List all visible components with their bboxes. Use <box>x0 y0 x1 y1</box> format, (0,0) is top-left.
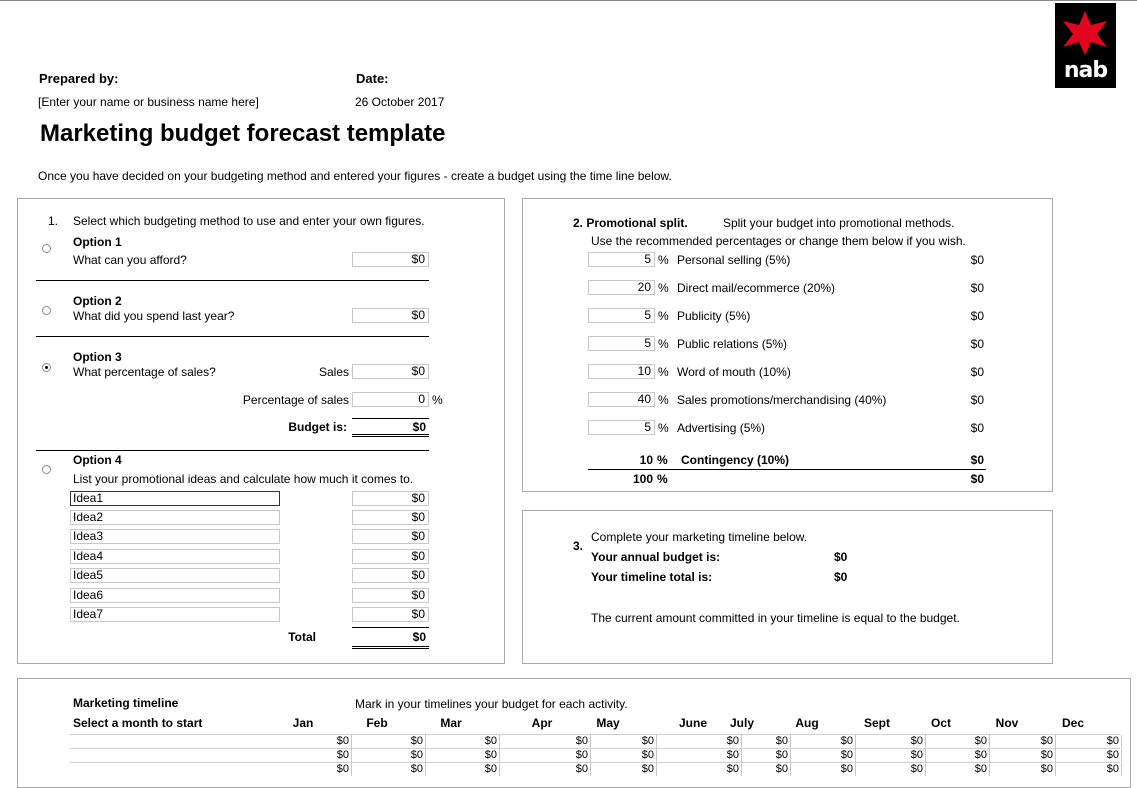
split-method-label: Personal selling (5%) <box>677 253 791 267</box>
annual-budget-label: Your annual budget is: <box>591 550 721 564</box>
timeline-cell[interactable]: $0 <box>994 735 1056 748</box>
timeline-cell[interactable]: $0 <box>428 763 500 776</box>
idea-amount-field[interactable]: $0 <box>352 549 429 564</box>
sales-label: Sales <box>318 365 349 379</box>
divider <box>36 336 429 337</box>
split-pct-field[interactable]: 5 <box>588 308 655 323</box>
idea-name-field[interactable]: Idea7 <box>70 607 280 622</box>
section1-heading: Select which budgeting method to use and enter your own figures. <box>73 214 425 228</box>
timeline-cell[interactable]: $0 <box>794 749 856 762</box>
timeline-total-label: Your timeline total is: <box>591 570 713 584</box>
month-header: Nov <box>995 716 1019 730</box>
split-pct-unit: % <box>658 281 669 295</box>
section2-heading: 2. Promotional split. <box>573 216 688 230</box>
idea-amount-field[interactable]: $0 <box>352 607 429 622</box>
timeline-cell[interactable]: $0 <box>354 763 426 776</box>
split-method-label: Direct mail/ecommerce (20%) <box>677 281 836 295</box>
timeline-instruction: Mark in your timelines your budget for each activity. <box>355 697 628 711</box>
section1-number: 1. <box>48 214 59 228</box>
split-pct-unit: % <box>658 309 669 323</box>
month-header: Oct <box>930 716 951 730</box>
idea-amount-field[interactable]: $0 <box>352 491 429 506</box>
month-header: Apr <box>531 716 553 730</box>
timeline-title: Marketing timeline <box>73 696 179 710</box>
timeline-cell[interactable]: $0 <box>593 763 657 776</box>
option4-question: List your promotional ideas and calculate how much it comes to. <box>73 472 414 486</box>
split-method-label: Advertising (5%) <box>677 421 766 435</box>
timeline-cell[interactable]: $0 <box>1056 749 1122 762</box>
timeline-cell[interactable]: $0 <box>928 749 990 762</box>
timeline-cell[interactable]: $0 <box>1056 763 1122 776</box>
top-border <box>0 0 1137 1</box>
prepared-by-label: Prepared by: <box>39 71 119 86</box>
month-header: Mar <box>440 716 462 730</box>
budget-is-label: Budget is: <box>288 420 347 434</box>
pct-of-sales-field[interactable]: 0 <box>352 392 429 407</box>
intro-text: Once you have decided on your budgeting method and entered your figures - create a budget using the time line below. <box>38 169 672 183</box>
budget-line-top <box>352 418 429 419</box>
split-amount: $0 <box>970 337 984 351</box>
option1-question: What can you afford? <box>73 253 187 267</box>
timeline-cell[interactable]: $0 <box>593 735 657 748</box>
split-pct-unit: % <box>658 393 669 407</box>
timeline-cell[interactable]: $0 <box>280 763 352 776</box>
split-amount: $0 <box>970 281 984 295</box>
prepared-by-value[interactable]: [Enter your name or business name here] <box>38 95 259 109</box>
option4-title: Option 4 <box>73 453 122 467</box>
idea-name-field[interactable]: Idea6 <box>70 588 280 603</box>
timeline-cell[interactable]: $0 <box>794 763 856 776</box>
idea-amount-field[interactable]: $0 <box>352 588 429 603</box>
option3-radio[interactable] <box>42 363 51 372</box>
month-header: Feb <box>366 716 388 730</box>
sales-field[interactable]: $0 <box>352 364 429 379</box>
split-pct-unit: % <box>658 337 669 351</box>
timeline-cell[interactable]: $0 <box>729 749 791 762</box>
timeline-cell[interactable]: $0 <box>509 749 591 762</box>
timeline-cell[interactable]: $0 <box>280 735 352 748</box>
option3-title: Option 3 <box>73 350 122 364</box>
month-header: Dec <box>1061 716 1084 730</box>
option2-title: Option 2 <box>73 294 122 308</box>
split-pct-field[interactable]: 5 <box>588 252 655 267</box>
idea-name-field[interactable]: Idea5 <box>70 568 280 583</box>
pct-of-sales-label: Percentage of sales <box>242 393 349 407</box>
split-pct-unit: % <box>658 421 669 435</box>
timeline-cell[interactable]: $0 <box>729 735 791 748</box>
month-header: Sept <box>863 716 890 730</box>
month-header: Aug <box>795 716 819 730</box>
timeline-cell[interactable]: $0 <box>928 763 990 776</box>
split-pct-unit: % <box>658 365 669 379</box>
option1-amount-field[interactable]: $0 <box>352 252 429 267</box>
timeline-cell[interactable]: $0 <box>1056 735 1122 748</box>
timeline-cell[interactable]: $0 <box>928 735 990 748</box>
option1-radio[interactable] <box>42 244 51 253</box>
budget-line-bottom-2 <box>352 436 429 437</box>
timeline-cell[interactable]: $0 <box>428 749 500 762</box>
split-amount: $0 <box>970 365 984 379</box>
budget-line-bottom <box>352 434 429 435</box>
split-amount: $0 <box>970 309 984 323</box>
timeline-cell[interactable]: $0 <box>354 735 426 748</box>
split-amount: $0 <box>970 393 984 407</box>
timeline-cell[interactable]: $0 <box>729 763 791 776</box>
option3-question: What percentage of sales? <box>73 365 216 379</box>
option4-radio[interactable] <box>42 465 51 474</box>
split-total-amount: $0 <box>970 472 984 486</box>
timeline-total-value: $0 <box>834 570 848 584</box>
pct-unit: % <box>432 393 443 407</box>
contingency-pct: 10 <box>639 453 653 467</box>
split-method-label: Word of mouth (10%) <box>677 365 791 379</box>
idea-name-field[interactable]: Idea3 <box>70 529 280 544</box>
date-label: Date: <box>356 71 389 86</box>
start-month-label[interactable]: Select a month to start <box>73 716 203 730</box>
split-total-pct-unit: % <box>657 472 668 486</box>
split-pct-unit: % <box>658 253 669 267</box>
split-total-pct: 100 <box>632 472 653 486</box>
timeline-cell[interactable]: $0 <box>662 735 742 748</box>
budget-status-text: The current amount committed in your timeline is equal to the budget. <box>591 611 960 625</box>
section2-subheading: Split your budget into promotional methods. <box>723 216 955 230</box>
timeline-cell[interactable]: $0 <box>860 763 926 776</box>
total-line-bottom-2 <box>352 648 429 649</box>
month-header: July <box>729 716 754 730</box>
option1-title: Option 1 <box>73 235 122 249</box>
timeline-cell[interactable]: $0 <box>994 749 1056 762</box>
option2-amount-field[interactable]: $0 <box>352 308 429 323</box>
timeline-cell[interactable]: $0 <box>509 763 591 776</box>
month-header: June <box>678 716 707 730</box>
ideas-total-label: Total <box>288 630 316 644</box>
split-amount: $0 <box>970 253 984 267</box>
timeline-cell[interactable]: $0 <box>354 749 426 762</box>
divider <box>36 450 429 451</box>
section3-number: 3. <box>573 539 584 553</box>
contingency-amount: $0 <box>970 453 984 467</box>
month-header: Jan <box>292 716 314 730</box>
timeline-cell[interactable]: $0 <box>509 735 591 748</box>
logo-text: nab <box>1063 58 1108 83</box>
split-amount: $0 <box>970 421 984 435</box>
timeline-cell[interactable]: $0 <box>593 749 657 762</box>
idea-name-field[interactable]: Idea2 <box>70 510 280 525</box>
split-pct-field[interactable]: 40 <box>588 392 655 407</box>
total-line-top <box>352 627 429 628</box>
timeline-cell[interactable]: $0 <box>662 763 742 776</box>
annual-budget-value: $0 <box>834 550 848 564</box>
nab-logo <box>1055 3 1116 88</box>
contingency-label: Contingency (10%) <box>681 453 790 467</box>
page-title: Marketing budget forecast template <box>40 120 446 147</box>
split-total-line <box>588 469 986 470</box>
idea-name-field[interactable]: Idea1 <box>70 491 280 506</box>
split-method-label: Public relations (5%) <box>677 337 788 351</box>
total-line-bottom <box>352 646 429 647</box>
timeline-cell[interactable]: $0 <box>280 749 352 762</box>
timeline-cell[interactable]: $0 <box>662 749 742 762</box>
date-value[interactable]: 26 October 2017 <box>355 95 445 109</box>
section2-note: Use the recommended percentages or change them below if you wish. <box>591 234 966 248</box>
idea-amount-field[interactable]: $0 <box>352 529 429 544</box>
idea-amount-field[interactable]: $0 <box>352 510 429 525</box>
split-pct-field[interactable]: 20 <box>588 280 655 295</box>
section3-line1: Complete your marketing timeline below. <box>591 530 808 544</box>
contingency-pct-unit: % <box>657 453 668 467</box>
month-header: May <box>596 716 620 730</box>
ideas-total-value: $0 <box>412 630 426 644</box>
split-method-label: Publicity (5%) <box>677 309 751 323</box>
option2-question: What did you spend last year? <box>73 309 235 323</box>
idea-name-field[interactable]: Idea4 <box>70 549 280 564</box>
split-method-label: Sales promotions/merchandising (40%) <box>677 393 887 407</box>
timeline-cell[interactable]: $0 <box>428 735 500 748</box>
idea-amount-field[interactable]: $0 <box>352 568 429 583</box>
split-pct-field[interactable]: 5 <box>588 336 655 351</box>
budget-is-value: $0 <box>412 420 426 434</box>
star-icon <box>1060 9 1111 57</box>
timeline-cell[interactable]: $0 <box>994 763 1056 776</box>
option2-radio[interactable] <box>42 306 51 315</box>
timeline-cell[interactable]: $0 <box>860 735 926 748</box>
split-pct-field[interactable]: 5 <box>588 420 655 435</box>
timeline-cell[interactable]: $0 <box>860 749 926 762</box>
split-pct-field[interactable]: 10 <box>588 364 655 379</box>
timeline-cell[interactable]: $0 <box>794 735 856 748</box>
divider <box>36 280 429 281</box>
